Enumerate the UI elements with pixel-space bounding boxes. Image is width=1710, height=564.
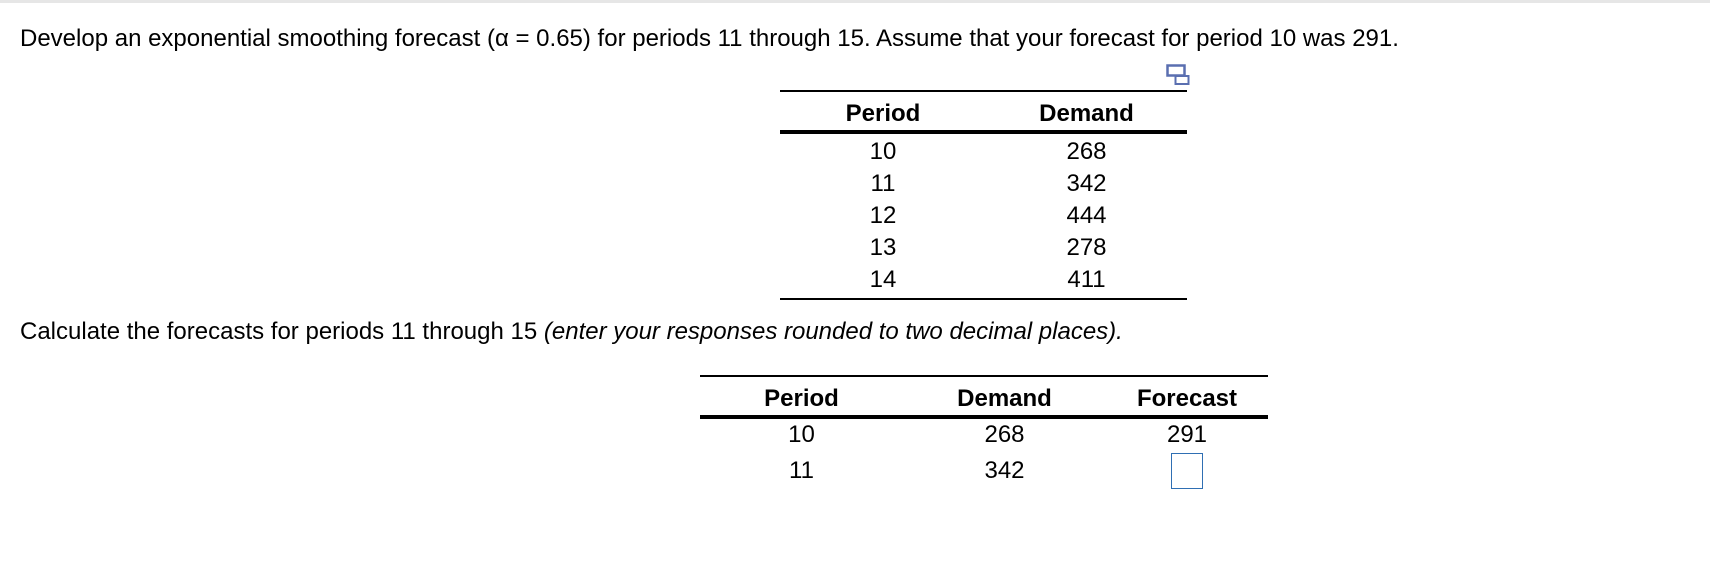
forecast-answer-table [700, 375, 1268, 491]
demand-cell: 268 [984, 421, 1025, 448]
question-text: Develop an exponential smoothing forecast (α = 0.65) for periods 11 through 15. Assume that your forecast for period 10 was 291. [20, 25, 1399, 52]
forecast-cell [1106, 451, 1268, 491]
period-cell: 10 [869, 138, 897, 165]
demand-cell: 444 [1066, 202, 1107, 229]
forecast-cell: 291 [1166, 421, 1208, 448]
demand-cell: 342 [1066, 170, 1107, 197]
demand-data-table [780, 90, 1187, 300]
col-header-period: Period [700, 376, 903, 417]
col-header-forecast: Forecast [1106, 376, 1268, 417]
table-row [700, 451, 1268, 491]
forecast-period-11-input[interactable] [1171, 453, 1203, 489]
instruction-main: Calculate the forecasts for periods 11 through 15 [20, 318, 544, 345]
col-header-demand: Demand [903, 376, 1106, 417]
table-row [700, 417, 1268, 451]
period-cell: 12 [869, 202, 897, 229]
period-cell: 14 [869, 266, 897, 293]
instruction-emphasis: (enter your responses rounded to two decimal places). [543, 318, 1123, 345]
table-row [780, 132, 1187, 168]
period-cell: 11 [870, 170, 896, 197]
period-cell: 13 [869, 234, 897, 261]
table-row [780, 168, 1187, 200]
copy-table-icon[interactable] [1166, 64, 1190, 86]
demand-cell: 268 [1066, 138, 1107, 165]
demand-cell: 278 [1066, 234, 1107, 261]
demand-cell: 342 [984, 457, 1025, 484]
top-divider [0, 0, 1710, 3]
table-row [780, 200, 1187, 232]
col-header-period: Period [780, 91, 986, 132]
demand-cell: 411 [1067, 266, 1106, 293]
table-row [780, 232, 1187, 264]
period-cell: 11 [789, 457, 814, 484]
period-cell: 10 [788, 421, 815, 448]
instruction-text [20, 317, 1123, 347]
table-row [780, 264, 1187, 299]
col-header-demand: Demand [986, 91, 1187, 132]
